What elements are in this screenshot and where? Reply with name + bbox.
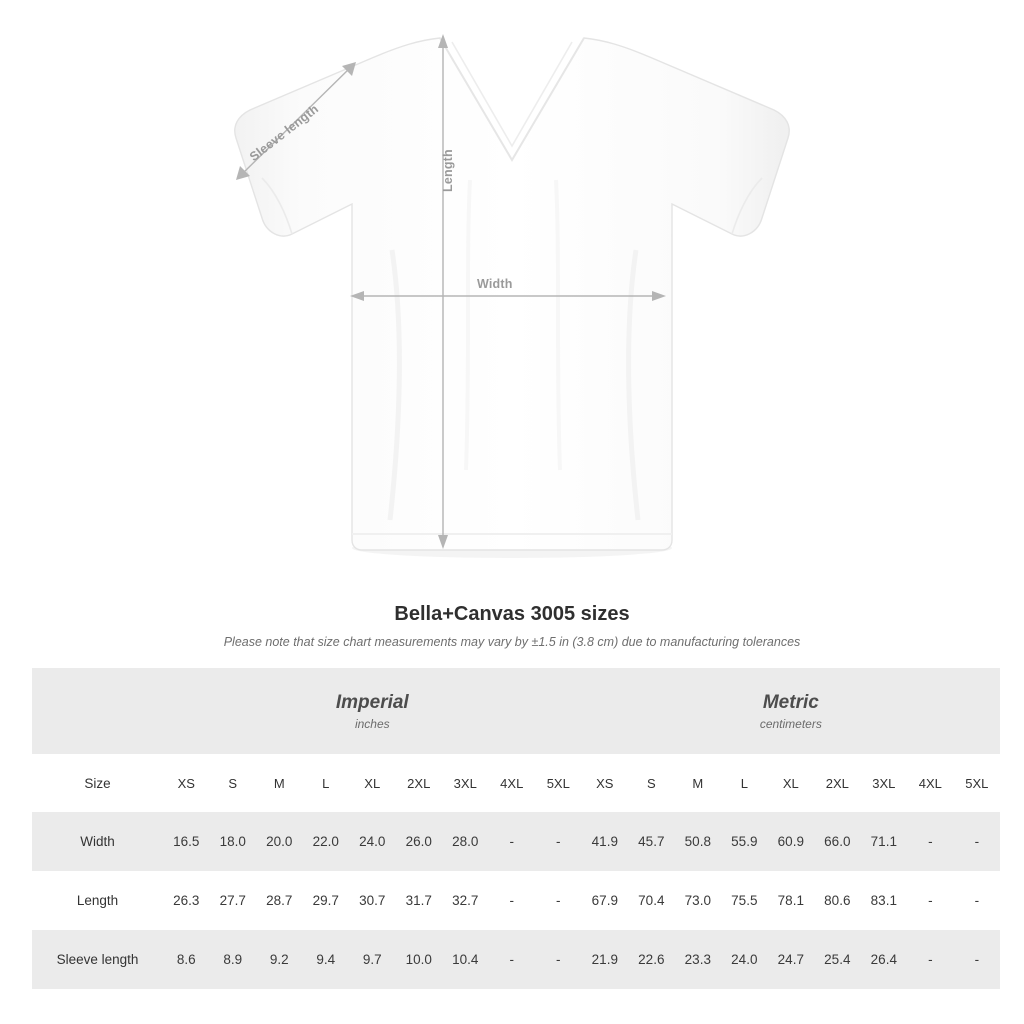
cell-width-metric-3xl: 71.1 bbox=[861, 812, 908, 871]
cell-length-metric-xs: 67.9 bbox=[582, 871, 629, 930]
system-metric-name: Metric bbox=[762, 692, 819, 714]
cell-length-metric-xl: 78.1 bbox=[768, 871, 815, 930]
cell-length-imperial-s: 27.7 bbox=[210, 871, 257, 930]
header-metric-5xl: 5XL bbox=[954, 754, 1001, 812]
cell-length-imperial-5xl: - bbox=[535, 871, 582, 930]
cell-sleeve-metric-l: 24.0 bbox=[721, 930, 768, 989]
system-row-spacer bbox=[32, 668, 163, 754]
cell-length-metric-5xl: - bbox=[954, 871, 1001, 930]
row-label-width: Width bbox=[32, 812, 163, 871]
row-label-sleeve-length: Sleeve length bbox=[32, 930, 163, 989]
system-imperial-unit: inches bbox=[354, 716, 390, 731]
cell-width-metric-2xl: 66.0 bbox=[814, 812, 861, 871]
header-imperial-xl: XL bbox=[349, 754, 396, 812]
page-title: Bella+Canvas 3005 sizes bbox=[394, 603, 630, 625]
header-imperial-5xl: 5XL bbox=[535, 754, 582, 812]
cell-sleeve-metric-3xl: 26.4 bbox=[861, 930, 908, 989]
cell-sleeve-imperial-xl: 9.7 bbox=[349, 930, 396, 989]
annotation-length: Length bbox=[441, 149, 455, 192]
cell-width-metric-5xl: - bbox=[954, 812, 1001, 871]
cell-width-metric-s: 45.7 bbox=[628, 812, 675, 871]
cell-width-imperial-3xl: 28.0 bbox=[442, 812, 489, 871]
cell-length-imperial-l: 29.7 bbox=[303, 871, 350, 930]
size-table-wrapper bbox=[32, 668, 993, 989]
cell-width-imperial-5xl: - bbox=[535, 812, 582, 871]
header-metric-3xl: 3XL bbox=[861, 754, 908, 812]
cell-sleeve-imperial-4xl: - bbox=[489, 930, 536, 989]
cell-length-imperial-xl: 30.7 bbox=[349, 871, 396, 930]
header-metric-xl: XL bbox=[768, 754, 815, 812]
cell-length-metric-m: 73.0 bbox=[675, 871, 722, 930]
cell-width-imperial-s: 18.0 bbox=[210, 812, 257, 871]
cell-length-metric-2xl: 80.6 bbox=[814, 871, 861, 930]
annotation-width: Width bbox=[477, 277, 513, 291]
cell-length-imperial-4xl: - bbox=[489, 871, 536, 930]
header-metric-2xl: 2XL bbox=[814, 754, 861, 812]
page-subtitle: Please note that size chart measurements may vary by ±1.5 in (3.8 cm) due to manufacturing tolerances bbox=[223, 635, 801, 649]
header-imperial-xs: XS bbox=[163, 754, 210, 812]
cell-width-imperial-m: 20.0 bbox=[256, 812, 303, 871]
unit-system-row bbox=[32, 668, 1000, 754]
size-chart-table bbox=[32, 668, 1000, 989]
cell-width-imperial-2xl: 26.0 bbox=[396, 812, 443, 871]
cell-length-imperial-m: 28.7 bbox=[256, 871, 303, 930]
cell-sleeve-metric-5xl: - bbox=[954, 930, 1001, 989]
cell-sleeve-imperial-s: 8.9 bbox=[210, 930, 257, 989]
header-imperial-m: M bbox=[256, 754, 303, 812]
cell-sleeve-imperial-m: 9.2 bbox=[256, 930, 303, 989]
cell-length-imperial-3xl: 32.7 bbox=[442, 871, 489, 930]
header-imperial-3xl: 3XL bbox=[442, 754, 489, 812]
cell-width-metric-4xl: - bbox=[907, 812, 954, 871]
header-imperial-2xl: 2XL bbox=[396, 754, 443, 812]
cell-width-imperial-xl: 24.0 bbox=[349, 812, 396, 871]
cell-sleeve-imperial-5xl: - bbox=[535, 930, 582, 989]
cell-sleeve-imperial-l: 9.4 bbox=[303, 930, 350, 989]
cell-length-metric-3xl: 83.1 bbox=[861, 871, 908, 930]
cell-sleeve-imperial-xs: 8.6 bbox=[163, 930, 210, 989]
system-imperial bbox=[163, 668, 582, 754]
cell-length-imperial-2xl: 31.7 bbox=[396, 871, 443, 930]
cell-width-metric-xl: 60.9 bbox=[768, 812, 815, 871]
header-imperial-s: S bbox=[210, 754, 257, 812]
table-row bbox=[32, 871, 1000, 930]
header-metric-m: M bbox=[675, 754, 722, 812]
cell-width-metric-xs: 41.9 bbox=[582, 812, 629, 871]
cell-sleeve-metric-xs: 21.9 bbox=[582, 930, 629, 989]
cell-width-metric-l: 55.9 bbox=[721, 812, 768, 871]
table-row bbox=[32, 812, 1000, 871]
header-size-label: Size bbox=[32, 754, 163, 812]
cell-sleeve-imperial-3xl: 10.4 bbox=[442, 930, 489, 989]
cell-width-metric-m: 50.8 bbox=[675, 812, 722, 871]
cell-sleeve-metric-2xl: 25.4 bbox=[814, 930, 861, 989]
cell-length-metric-l: 75.5 bbox=[721, 871, 768, 930]
cell-width-imperial-l: 22.0 bbox=[303, 812, 350, 871]
cell-width-imperial-4xl: - bbox=[489, 812, 536, 871]
cell-width-imperial-xs: 16.5 bbox=[163, 812, 210, 871]
cell-sleeve-metric-4xl: - bbox=[907, 930, 954, 989]
header-metric-4xl: 4XL bbox=[907, 754, 954, 812]
cell-length-metric-4xl: - bbox=[907, 871, 954, 930]
table-row bbox=[32, 930, 1000, 989]
header-imperial-l: L bbox=[303, 754, 350, 812]
cell-sleeve-metric-m: 23.3 bbox=[675, 930, 722, 989]
cell-sleeve-imperial-2xl: 10.0 bbox=[396, 930, 443, 989]
row-label-length: Length bbox=[32, 871, 163, 930]
cell-length-imperial-xs: 26.3 bbox=[163, 871, 210, 930]
system-imperial-name: Imperial bbox=[335, 692, 409, 714]
annotation-sleeve-length: Sleeve length bbox=[247, 101, 322, 165]
cell-length-metric-s: 70.4 bbox=[628, 871, 675, 930]
system-metric bbox=[582, 668, 1001, 754]
header-metric-s: S bbox=[628, 754, 675, 812]
cell-sleeve-metric-s: 22.6 bbox=[628, 930, 675, 989]
size-header-row bbox=[32, 754, 1000, 812]
cell-sleeve-metric-xl: 24.7 bbox=[768, 930, 815, 989]
header-imperial-4xl: 4XL bbox=[489, 754, 536, 812]
header-metric-xs: XS bbox=[582, 754, 629, 812]
header-metric-l: L bbox=[721, 754, 768, 812]
system-metric-unit: centimeters bbox=[759, 716, 822, 731]
